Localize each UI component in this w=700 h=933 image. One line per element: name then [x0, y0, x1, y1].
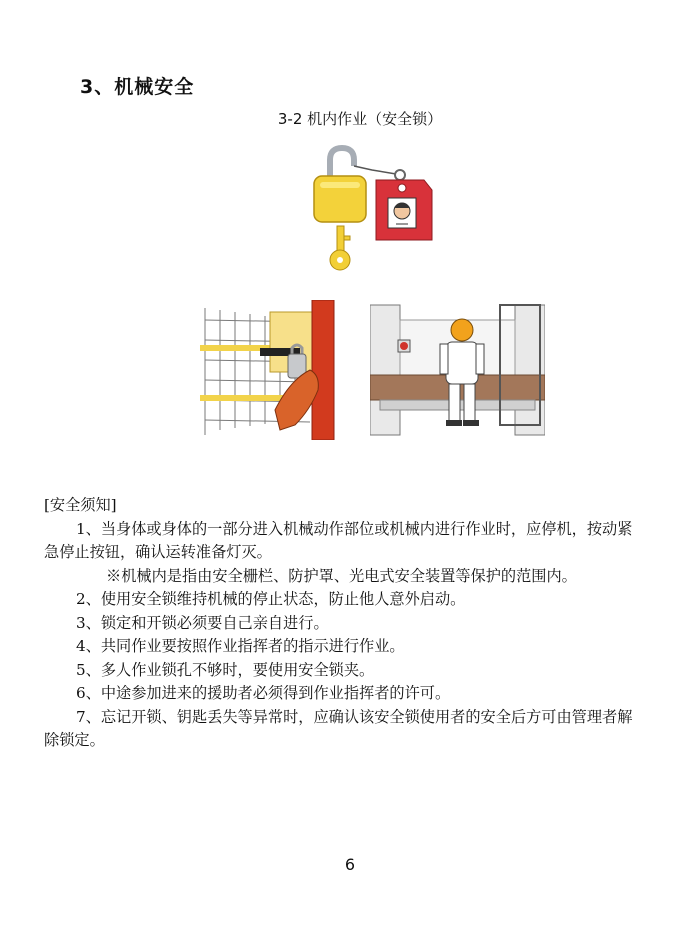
- notice-item: 5、多人作业锁孔不够时，要使用安全锁夹。: [76, 660, 375, 679]
- notice-item: 4、共同作业要按照作业指挥者的指示进行作业。: [76, 637, 405, 655]
- page-number: 6: [344, 855, 356, 874]
- notice-note: ※机械内是指由安全栅栏、防护罩、光电式安全装置等保护的范围内。: [106, 566, 577, 585]
- notice-heading: [安全须知]: [44, 496, 117, 514]
- notice-item: 3、锁定和开锁必须要自己亲自进行。: [76, 613, 329, 632]
- notice-item: 7、忘记开锁、钥匙丢失等异常时，应确认该安全锁使用者的安全后方可由管理者解除锁定。: [44, 707, 633, 749]
- locked-gate-illustration: [200, 300, 345, 440]
- lockout-tag-icon: [376, 180, 432, 240]
- shackle-icon: [330, 148, 354, 180]
- worker-illustration: [370, 300, 545, 440]
- key-icon: [330, 226, 350, 270]
- section-title: 3、机械安全: [80, 76, 195, 98]
- safety-notice: [44, 494, 644, 753]
- notice-item: 1、当身体或身体的一部分进入机械动作部位或机械内进行作业时，应停机，按动紧急停止按钮，确认运转准备灯灭。: [44, 519, 633, 561]
- notice-item: 2、使用安全锁维持机械的停止状态，防止他人意外启动。: [76, 590, 466, 608]
- padlock-illustration: [300, 140, 460, 280]
- notice-item: 6、中途参加进来的援助者必须得到作业指挥者的许可。: [76, 684, 451, 702]
- subsection-title: 3-2 机内作业（安全锁）: [277, 110, 443, 128]
